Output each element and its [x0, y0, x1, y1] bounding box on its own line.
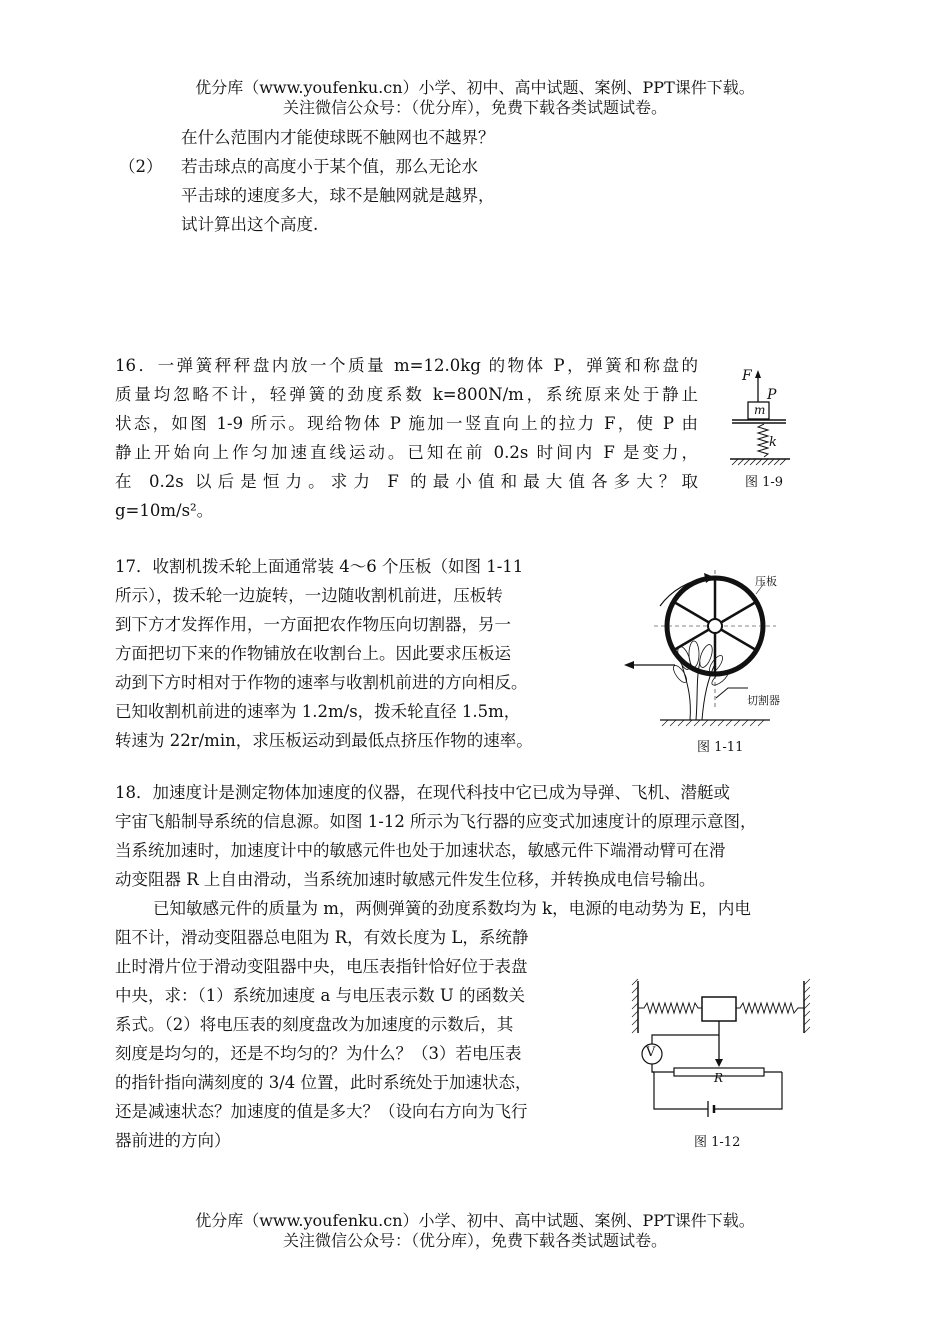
header-line-1: 优分库（www.youfenku.cn）小学、初中、高中试题、案例、PPT课件下载。 — [195, 78, 755, 97]
q16-line: g=10m/s²。 — [115, 501, 214, 520]
figure-1-9-label-P: P — [767, 387, 777, 403]
q15-line-1: 在什么范围内才能使球既不触网也不越界？ — [181, 128, 495, 147]
figure-1-11-label-plate: 压板 — [755, 575, 777, 588]
figure-1-9-label-m: m — [754, 403, 766, 417]
q18-line: 器前进的方向） — [115, 1131, 231, 1150]
q18-line: 刻度是均匀的，还是不均匀的？为什么？（3）若电压表 — [115, 1044, 522, 1063]
figure-1-9-label-k: k — [769, 435, 777, 450]
q16-line: 质量均忽略不计，轻弹簧的劲度系数 k=800N/m，系统原来处于静止 — [115, 385, 698, 404]
q16-line: 在 0.2s 以后是恒力。求力 F 的最小值和最大值各多大？取 — [115, 472, 698, 491]
q18-line: 阻不计，滑动变阻器总电阻为 R，有效长度为 L，系统静 — [115, 928, 529, 947]
q18-line: 系式。（2）将电压表的刻度盘改为加速度的示数后，其 — [115, 1015, 514, 1034]
figure-1-12-voltmeter-label: V — [646, 1045, 656, 1060]
footer-line-1: 优分库（www.youfenku.cn）小学、初中、高中试题、案例、PPT课件下载。 — [195, 1211, 755, 1230]
figure-1-9-caption: 图 1-9 — [745, 475, 784, 490]
figure-1-12-caption: 图 1-12 — [694, 1135, 741, 1150]
figure-1-12-accelerometer-circuit — [632, 975, 812, 1115]
figure-1-11-caption: 图 1-11 — [697, 740, 744, 755]
q17-line: 所示），拨禾轮一边旋转，一边随收割机前进，压板转 — [115, 586, 503, 605]
figure-1-9-label-F: F — [742, 368, 752, 384]
footer-line-2: 关注微信公众号：（优分库），免费下载各类试题试卷。 — [282, 1231, 667, 1250]
q17-line: 到下方才发挥作用，一方面把农作物压向切割器，另一 — [115, 615, 511, 634]
q18-line: 动变阻器 R 上自由滑动，当系统加速时敏感元件发生位移，并转换成电信号输出。 — [115, 870, 716, 889]
q15-line-3: 平击球的速度多大，球不是触网就是越界， — [181, 186, 495, 205]
q18-line: 当系统加速时，加速度计中的敏感元件也处于加速状态，敏感元件下端滑动臂可在滑 — [115, 841, 726, 860]
q16-line: 静止开始向上作匀加速直线运动。已知在前 0.2s 时间内 F 是变力， — [115, 443, 698, 462]
q17-line: 动到下方时相对于作物的速率与收割机前进的方向相反。 — [115, 673, 528, 692]
q18-line: 已知敏感元件的质量为 m，两侧弹簧的劲度系数均为 k，电源的电动势为 E，内电 — [153, 899, 751, 918]
q16-line: 状态，如图 1-9 所示。现给物体 P 施加一竖直向上的拉力 F，使 P 由 — [115, 414, 698, 433]
figure-1-12-resistor-label: R — [714, 1071, 724, 1085]
q16-line: 16．一弹簧秤秤盘内放一个质量 m=12.0kg 的物体 P，弹簧和称盘的 — [115, 356, 698, 375]
q15-line-2: 若击球点的高度小于某个值，那么无论水 — [181, 157, 478, 176]
q15-part2-number: （2） — [119, 157, 163, 176]
q18-line: 还是减速状态？加速度的值是多大？（设向右方向为飞行 — [115, 1102, 528, 1121]
q18-line: 宇宙飞船制导系统的信息源。如图 1-12 所示为飞行器的应变式加速度计的原理示意图， — [115, 812, 757, 831]
figure-1-11-label-cutter: 切割器 — [747, 694, 780, 707]
q18-line: 的指针指向满刻度的 3/4 位置，此时系统处于加速状态， — [115, 1073, 532, 1092]
q17-line: 方面把切下来的作物铺放在收割台上。因此要求压板运 — [115, 644, 511, 663]
q17-line: 转速为 22r/min，求压板运动到最低点挤压作物的速率。 — [115, 731, 533, 750]
q15-line-4: 试计算出这个高度. — [181, 215, 319, 234]
q17-line: 已知收割机前进的速率为 1.2m/s，拨禾轮直径 1.5m， — [115, 702, 521, 721]
q18-line: 18．加速度计是测定物体加速度的仪器，在现代科技中它已成为导弹、飞机、潜艇或 — [115, 783, 730, 802]
header-line-2: 关注微信公众号：（优分库），免费下载各类试题试卷。 — [282, 98, 667, 117]
q18-line: 止时滑片位于滑动变阻器中央，电压表指针恰好位于表盘 — [115, 957, 528, 976]
q17-line: 17．收割机拨禾轮上面通常装 4～6 个压板（如图 1-11 — [115, 557, 524, 576]
q18-line: 中央，求：（1）系统加速度 a 与电压表示数 U 的函数关 — [115, 986, 525, 1005]
